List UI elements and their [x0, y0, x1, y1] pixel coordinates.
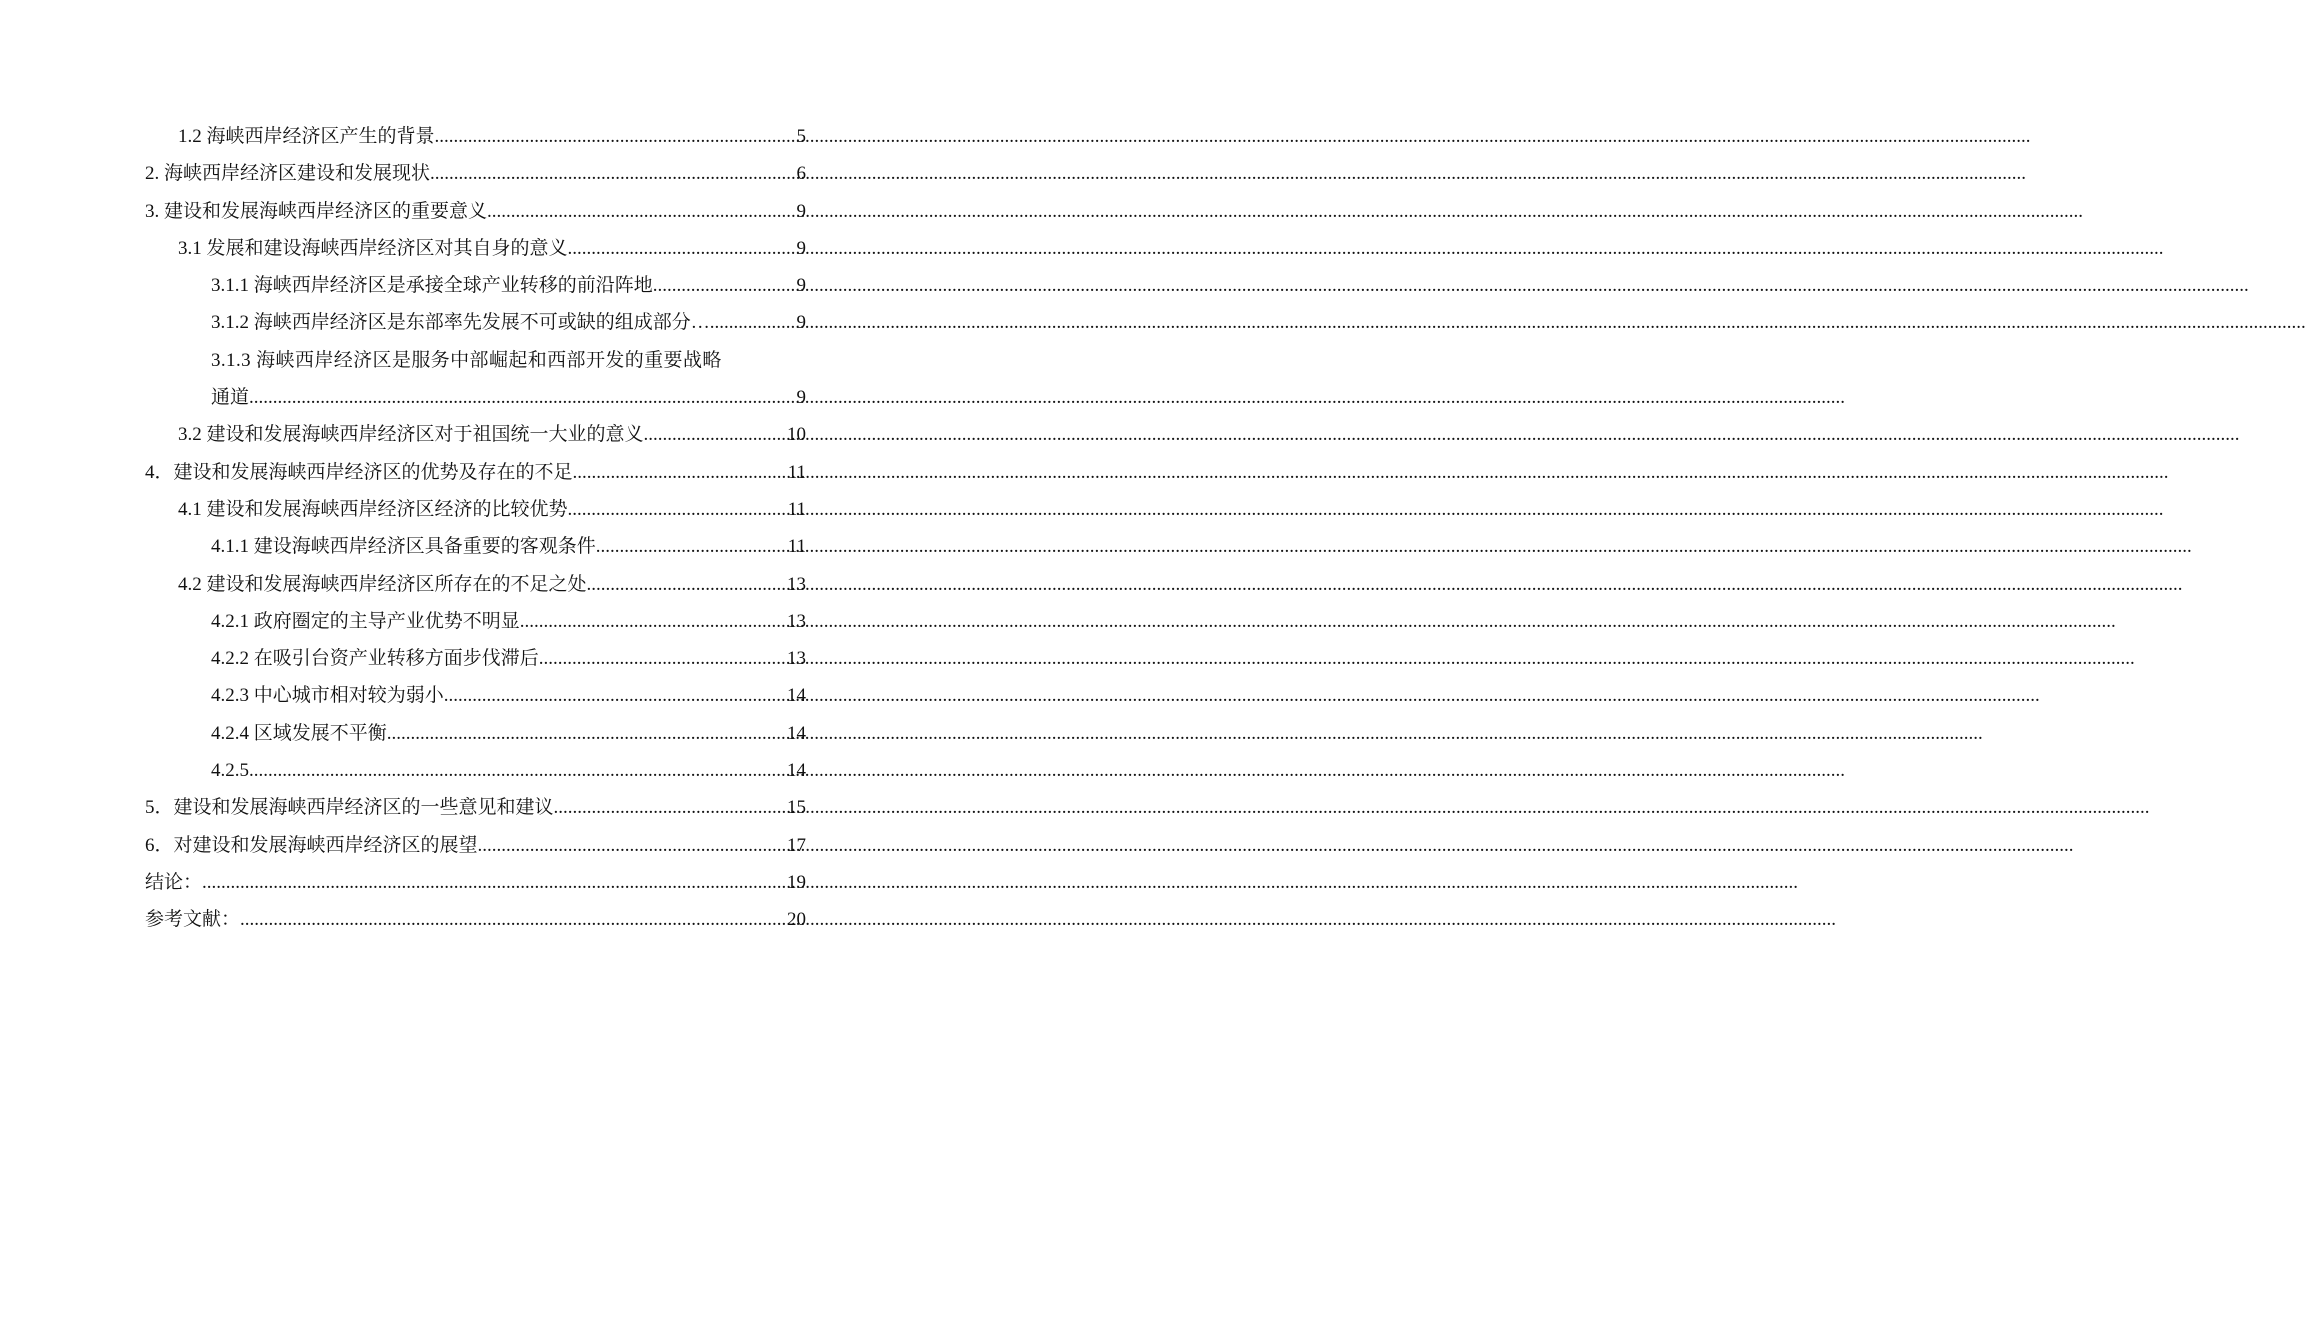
toc-page-number: 9	[796, 275, 806, 297]
toc-entry-title: 3.2 建设和发展海峡西岸经济区对于祖国统一大业的意义	[178, 424, 644, 446]
toc-entry[interactable]	[145, 155, 806, 192]
toc-page-number: 9	[796, 387, 806, 409]
toc-entry[interactable]	[145, 193, 806, 230]
toc-entry[interactable]	[145, 118, 806, 155]
toc-page-number: 11	[787, 461, 806, 483]
toc-entry-title-continued: 通道	[211, 387, 250, 409]
toc-dot-leader	[539, 640, 787, 677]
toc-entry-title: 4.1 建设和发展海峡西岸经济区经济的比较优势	[178, 498, 568, 520]
document-page	[0, 0, 950, 1344]
toc-dot-leader	[387, 715, 787, 752]
toc-page-number: 9	[796, 312, 806, 334]
toc-entry-title: 4.2.3 中心城市相对较为弱小	[211, 685, 444, 707]
toc-dot-leader	[478, 827, 787, 864]
toc-page-number: 13	[787, 573, 806, 595]
toc-entry[interactable]	[145, 416, 806, 453]
toc-dot-leader	[430, 155, 796, 192]
toc-entry-title: 3.1.3 海峡西岸经济区是服务中部崛起和西部开发的重要战略	[211, 349, 722, 371]
toc-entry[interactable]	[145, 267, 806, 304]
toc-entry[interactable]	[145, 677, 806, 714]
toc-entry[interactable]	[145, 640, 806, 677]
toc-dot-leader	[249, 752, 787, 789]
toc-dot-leader	[568, 230, 797, 267]
toc-entry[interactable]	[145, 454, 806, 491]
toc-entry[interactable]	[145, 789, 806, 826]
toc-dot-leader	[653, 267, 797, 304]
toc-dot-leader	[554, 789, 787, 826]
toc-dot-leader	[710, 304, 797, 341]
toc-dot-leader	[240, 901, 787, 938]
toc-entry-title: 5．建设和发展海峡西岸经济区的一些意见和建议	[145, 797, 554, 819]
toc-entry[interactable]	[145, 342, 806, 417]
toc-dot-leader	[249, 379, 796, 416]
toc-entry-title: 2. 海峡西岸经济区建设和发展现状	[145, 163, 431, 185]
toc-dot-leader	[573, 454, 788, 491]
toc-page-number: 19	[787, 871, 806, 893]
toc-entry-title: 4.2.4 区域发展不平衡	[211, 722, 387, 744]
toc-entry[interactable]	[145, 304, 806, 341]
toc-entry[interactable]	[145, 491, 806, 528]
toc-entry-title: 结论：	[145, 871, 203, 893]
toc-entry-title: 1.2 海峡西岸经济区产生的背景	[178, 126, 435, 147]
toc-entry[interactable]	[145, 603, 806, 640]
toc-dot-leader	[202, 864, 787, 901]
toc-dot-leader	[520, 603, 787, 640]
toc-entry[interactable]	[145, 752, 806, 789]
toc-page-number: 14	[787, 685, 806, 707]
toc-page-number: 13	[787, 610, 806, 632]
toc-entry-title: 4．建设和发展海峡西岸经济区的优势及存在的不足	[145, 461, 573, 483]
toc-page-number: 9	[796, 200, 806, 222]
toc-dot-leader	[568, 491, 788, 528]
toc-entry[interactable]	[145, 230, 806, 267]
toc-page-number: 11	[787, 536, 806, 558]
toc-page-number: 17	[787, 834, 806, 856]
toc-dot-leader	[644, 416, 787, 453]
toc-page-number: 14	[787, 722, 806, 744]
toc-entry-title: 4.2.2 在吸引台资产业转移方面步伐滞后	[211, 648, 539, 670]
toc-page-number: 15	[787, 797, 806, 819]
toc-entry[interactable]	[145, 827, 806, 864]
toc-entry-title: 3.1.1 海峡西岸经济区是承接全球产业转移的前沿阵地	[211, 275, 653, 297]
toc-entry-title: 3. 建设和发展海峡西岸经济区的重要意义	[145, 200, 488, 222]
toc-entry-title: 参考文献：	[145, 909, 241, 931]
toc-entry-title: 3.1.2 海峡西岸经济区是东部率先发展不可或缺的组成部分…	[211, 312, 710, 334]
toc-page-number: 11	[787, 498, 806, 520]
toc-entry-title: 6．对建设和发展海峡西岸经济区的展望	[145, 834, 478, 856]
toc-entry-title: 4.2 建设和发展海峡西岸经济区所存在的不足之处	[178, 573, 587, 595]
toc-page-number: 6	[796, 163, 806, 185]
toc-entry-title: 4.2.1 政府圈定的主导产业优势不明显	[211, 610, 520, 632]
toc-entry[interactable]	[145, 528, 806, 565]
toc-entry-title: 4.1.1 建设海峡西岸经济区具备重要的客观条件	[211, 536, 596, 558]
toc-page-number: 14	[787, 760, 806, 782]
toc-dot-leader	[444, 677, 787, 714]
toc-page-number: 9	[796, 237, 806, 259]
toc-page-number: 20	[787, 909, 806, 931]
toc-entry-title: 4.2.5	[211, 760, 249, 782]
toc-entry[interactable]	[145, 715, 806, 752]
toc-dot-leader	[435, 118, 797, 155]
toc-page-number: 5	[796, 126, 806, 147]
toc-dot-leader	[596, 528, 788, 565]
toc-entry[interactable]	[145, 566, 806, 603]
table-of-contents	[145, 118, 806, 939]
toc-dot-leader	[587, 566, 787, 603]
toc-entry-title: 3.1 发展和建设海峡西岸经济区对其自身的意义	[178, 237, 568, 259]
toc-page-number: 13	[787, 648, 806, 670]
toc-page-number: 10	[787, 424, 806, 446]
toc-entry[interactable]	[145, 901, 806, 938]
toc-entry[interactable]	[145, 864, 806, 901]
toc-dot-leader	[487, 193, 796, 230]
